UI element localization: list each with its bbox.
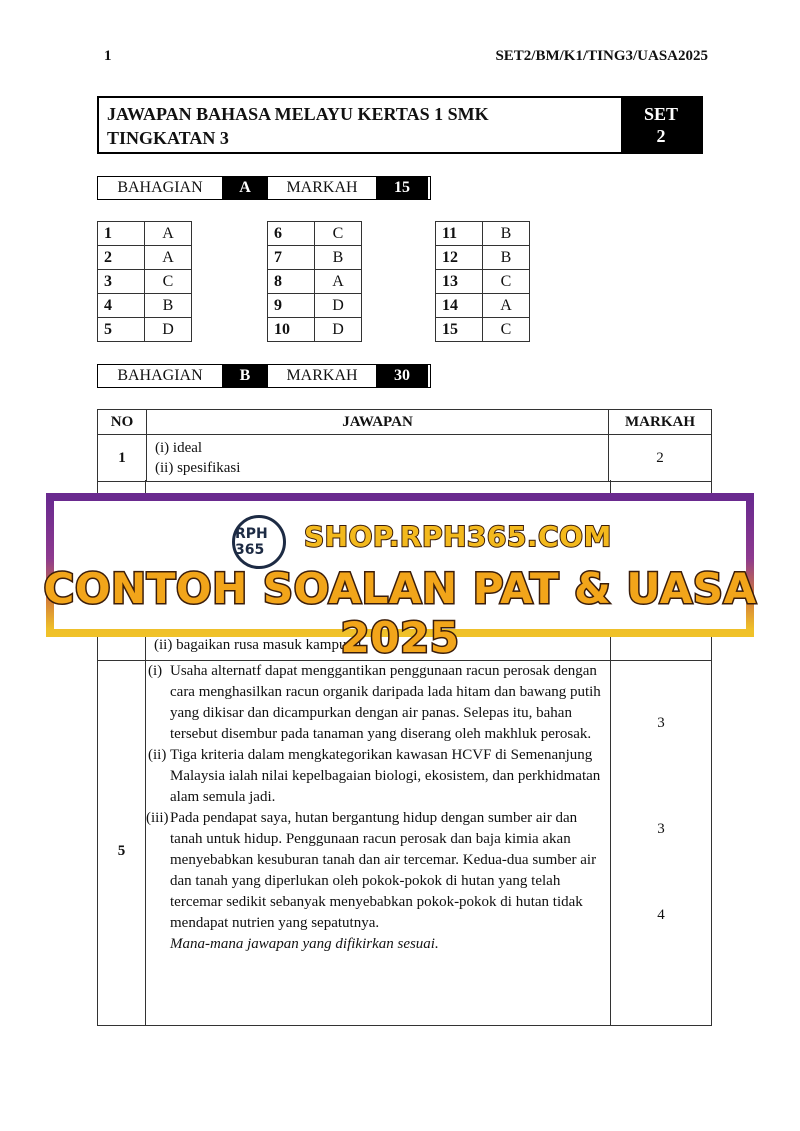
answer-letter: D: [315, 318, 362, 342]
bahagian-label: BAHAGIAN: [117, 179, 203, 196]
marks-cell: 3: [657, 715, 665, 731]
table-row: [268, 294, 362, 318]
set-badge: [621, 98, 701, 152]
question-number: 14: [436, 294, 483, 318]
question-number: 12: [436, 246, 483, 270]
answer-cell: [147, 435, 609, 482]
answer-item: [146, 808, 612, 934]
title-line-1: JAWAPAN BAHASA MELAYU KERTAS 1 SMK: [107, 104, 489, 124]
question-number: 1: [98, 222, 145, 246]
question-number: 4: [98, 294, 145, 318]
question-number: 10: [268, 318, 315, 342]
answer-letter: C: [145, 270, 192, 294]
item-tag: (ii): [148, 747, 167, 763]
markah-value: 30: [376, 365, 428, 387]
table-row: [268, 270, 362, 294]
answer-letter: A: [315, 270, 362, 294]
answer-letter: B: [145, 294, 192, 318]
table-header-row: [98, 410, 712, 435]
document-title: [99, 98, 621, 152]
question-number: 2: [98, 246, 145, 270]
question-number: 3: [98, 270, 145, 294]
table-row: [436, 270, 530, 294]
answer-item: [146, 661, 612, 745]
question-number: 8: [268, 270, 315, 294]
answer-table-3: [435, 221, 530, 342]
answer-letter: C: [483, 318, 530, 342]
table-row: [98, 246, 192, 270]
marks-cell: 2: [609, 435, 712, 482]
title-box: [97, 96, 703, 154]
answer-table-2: [267, 221, 362, 342]
question-number: 6: [268, 222, 315, 246]
bahagian-label: BAHAGIAN: [117, 367, 203, 384]
banner-headline: CONTOH SOALAN PAT & UASA 2025: [43, 564, 757, 662]
markah-value: 15: [376, 177, 428, 199]
question-5-row: [97, 660, 712, 1026]
column-header-jawapan: JAWAPAN: [147, 410, 609, 435]
question-number: 7: [268, 246, 315, 270]
table-row: [98, 318, 192, 342]
answer-letter: A: [145, 246, 192, 270]
answer-letter: B: [315, 246, 362, 270]
answer-letter: B: [483, 246, 530, 270]
title-line-2: TINGKATAN 3: [107, 128, 229, 148]
table-row: [436, 222, 530, 246]
answer-item: [146, 745, 612, 808]
answer-letter: D: [315, 294, 362, 318]
answer-letter: A: [145, 222, 192, 246]
item-text: Tiga kriteria dalam mengkategorikan kawasan HCVF di Semenanjung Malaysia ialah nilai kepelbagaian biologi, ekosistem, dan perkhidmatan alam semula jadi.: [170, 747, 601, 805]
answer-cell: [146, 661, 612, 955]
question-number: 11: [436, 222, 483, 246]
section-a-bar: [97, 176, 431, 200]
table-row: [268, 318, 362, 342]
marks-cell: 3: [657, 821, 665, 837]
table-row: [98, 222, 192, 246]
set-value: 2: [656, 126, 666, 146]
table-row: [268, 246, 362, 270]
column-header-markah: MARKAH: [609, 410, 712, 435]
table-row: [436, 246, 530, 270]
table-row: [98, 294, 192, 318]
markah-label: MARKAH: [286, 367, 358, 384]
document-code: SET2/BM/K1/TING3/UASA2025: [495, 48, 708, 64]
answer-letter: A: [483, 294, 530, 318]
section-b-table: [97, 409, 712, 482]
answer-line: (i) ideal: [155, 440, 203, 456]
bahagian-value: A: [222, 177, 268, 199]
question-number: 13: [436, 270, 483, 294]
markah-label: MARKAH: [286, 179, 358, 196]
column-header-no: NO: [98, 410, 147, 435]
answer-letter: C: [483, 270, 530, 294]
page-number: 1: [104, 48, 112, 64]
section-b-bar: [97, 364, 431, 388]
set-label: SET: [643, 104, 679, 124]
table-row: [98, 270, 192, 294]
item-text: Usaha alternatf dapat menggantikan penggunaan racun perosak dengan cara menghasilkan racun organik daripada lada hitam dan bawang putih yang dikisar dan dicampurkan dengan air panas. Selepas itu, bahan tersebut disembur pada tanaman yang diserang oleh makhluk perosak.: [170, 663, 601, 742]
table-row: [436, 294, 530, 318]
answer-line: (ii) bagaikan rusa masuk kampung: [154, 637, 362, 653]
marking-note: Mana-mana jawapan yang difikirkan sesuai.: [170, 936, 439, 952]
item-tag: (i): [148, 663, 163, 679]
answer-line: (ii) spesifikasi: [155, 460, 241, 476]
bahagian-value: B: [222, 365, 268, 387]
table-row: [98, 435, 712, 482]
question-number: 15: [436, 318, 483, 342]
question-number: 1: [98, 435, 147, 482]
question-number: 5: [117, 843, 126, 859]
item-text: Pada pendapat saya, hutan bergantung hidup dengan sumber air dan tanah untuk hidup. Penggunaan racun perosak dan baja kimia akan menyebabkan kesuburan tanah dan air tercemar. Kedua-dua sumber air dan tanah yang diperlukan oleh pokok-pokok di hutan yang telah tercemar sedikit sebanyak menyebabkan pokok-pokok di hutan tidak mendapat nutrien yang sepatutnya.: [170, 810, 597, 931]
table-row: [436, 318, 530, 342]
marks-cell: 4: [657, 907, 665, 923]
answer-table-1: [97, 221, 192, 342]
answer-letter: C: [315, 222, 362, 246]
rph365-logo: RPH 365: [232, 515, 286, 569]
question-number: 5: [98, 318, 145, 342]
item-tag: (iii): [146, 810, 169, 826]
table-row: [268, 222, 362, 246]
question-number: 9: [268, 294, 315, 318]
answer-letter: B: [483, 222, 530, 246]
answer-letter: D: [145, 318, 192, 342]
shop-url[interactable]: SHOP.RPH365.COM: [304, 520, 612, 553]
